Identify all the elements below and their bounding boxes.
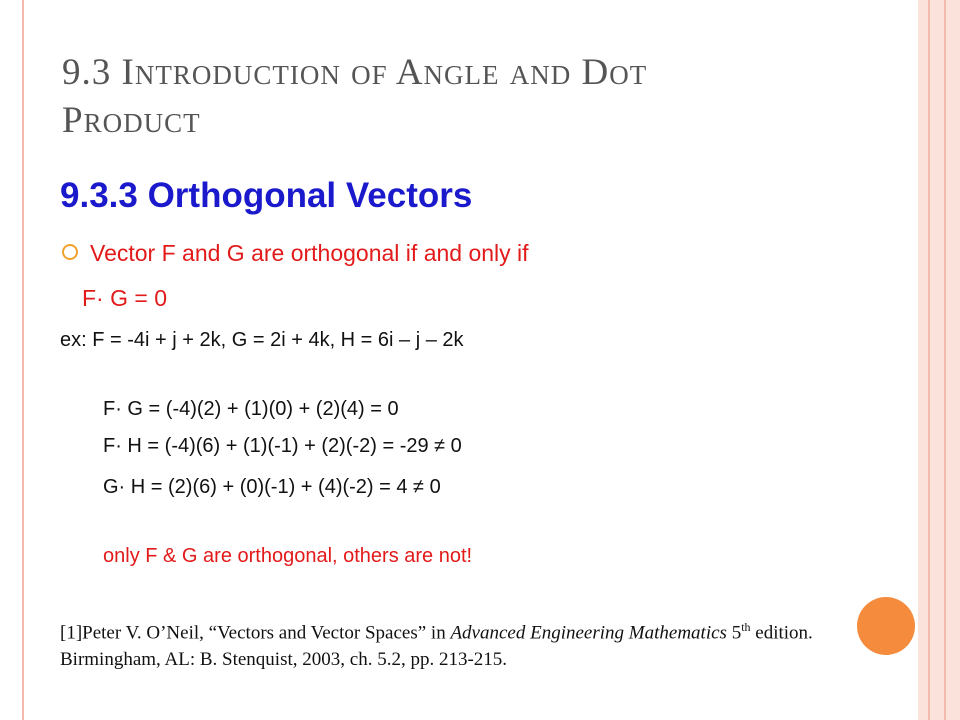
frame-left-line xyxy=(22,0,24,720)
orange-circle-decoration xyxy=(857,597,915,655)
slide-title: 9.3 INTRODUCTION OF ANGLE AND DOT PRODUCT xyxy=(62,52,648,141)
orthogonality-condition: F· G = 0 xyxy=(82,285,167,311)
section-heading: 9.3.3 Orthogonal Vectors xyxy=(60,176,473,215)
calculation-gh: G· H = (2)(6) + (0)(-1) + (4)(-2) = 4 ≠ 0 xyxy=(103,476,441,498)
reference-book-title: Advanced Engineering Mathematics xyxy=(450,622,727,644)
frame-right-band xyxy=(918,0,960,720)
frame-right-line-1 xyxy=(928,0,930,720)
calculation-fh: F· H = (-4)(6) + (1)(-1) + (2)(-2) = -29 ≠ 0 xyxy=(103,435,462,457)
bullet-text: Vector F and G are orthogonal if and only if xyxy=(90,240,529,266)
example-definition: ex: F = -4i + j + 2k, G = 2i + 4k, H = 6i – j – 2k xyxy=(60,329,464,351)
reference-citation: [1]Peter V. O’Neil, “Vectors and Vector Spaces” in Advanced Engineering Mathematics 5th edition. Birmingham, AL: B. Stenquist, 2003, ch. 5.2, pp. 213-215. xyxy=(60,620,813,671)
calculation-fg: F· G = (-4)(2) + (1)(0) + (2)(4) = 0 xyxy=(103,398,399,420)
conclusion-text: only F & G are orthogonal, others are not! xyxy=(103,545,473,567)
bullet-ring-icon xyxy=(62,244,78,260)
frame-right-line-2 xyxy=(944,0,946,720)
bullet-item xyxy=(62,240,529,267)
